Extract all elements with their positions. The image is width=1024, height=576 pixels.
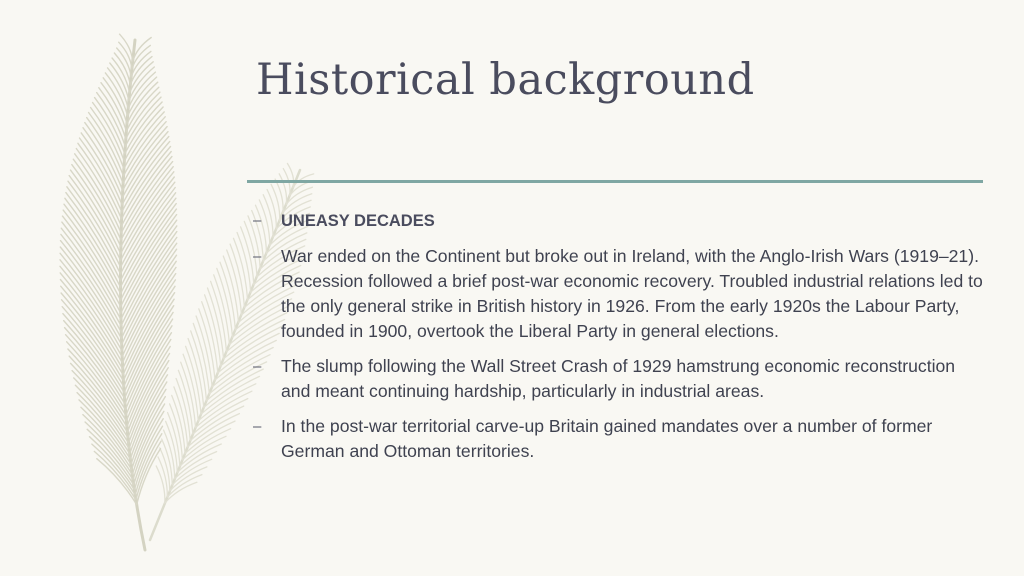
list-item — [253, 414, 983, 464]
list-item — [253, 354, 983, 404]
section-heading: UNEASY DECADES — [281, 212, 435, 230]
bullet-list — [253, 208, 983, 474]
list-item — [253, 208, 983, 234]
dash-bullet-icon: – — [253, 212, 262, 229]
bullet-text: The slump following the Wall Street Crash of 1929 hamstrung economic reconstruction and meant continuing hardship, particularly in industrial areas. — [281, 356, 956, 401]
dash-bullet-icon: – — [253, 418, 262, 435]
dash-bullet-icon: – — [253, 358, 262, 375]
title-divider — [247, 180, 983, 183]
bullet-text: In the post-war territorial carve-up Britain gained mandates over a number of former German and Ottoman territories. — [281, 416, 933, 461]
page-title: Historical background — [256, 55, 755, 105]
list-item — [253, 244, 983, 344]
bullet-text: War ended on the Continent but broke out in Ireland, with the Anglo-Irish Wars (1919–21). Recession followed a brief post-war economic recovery. Troubled industrial relations led to the only general strike in British history in 1926. From the early 1920s the Labour Party, founded in 1900, overtook the Liberal Party in general elections. — [281, 246, 983, 341]
dash-bullet-icon: – — [253, 248, 262, 265]
